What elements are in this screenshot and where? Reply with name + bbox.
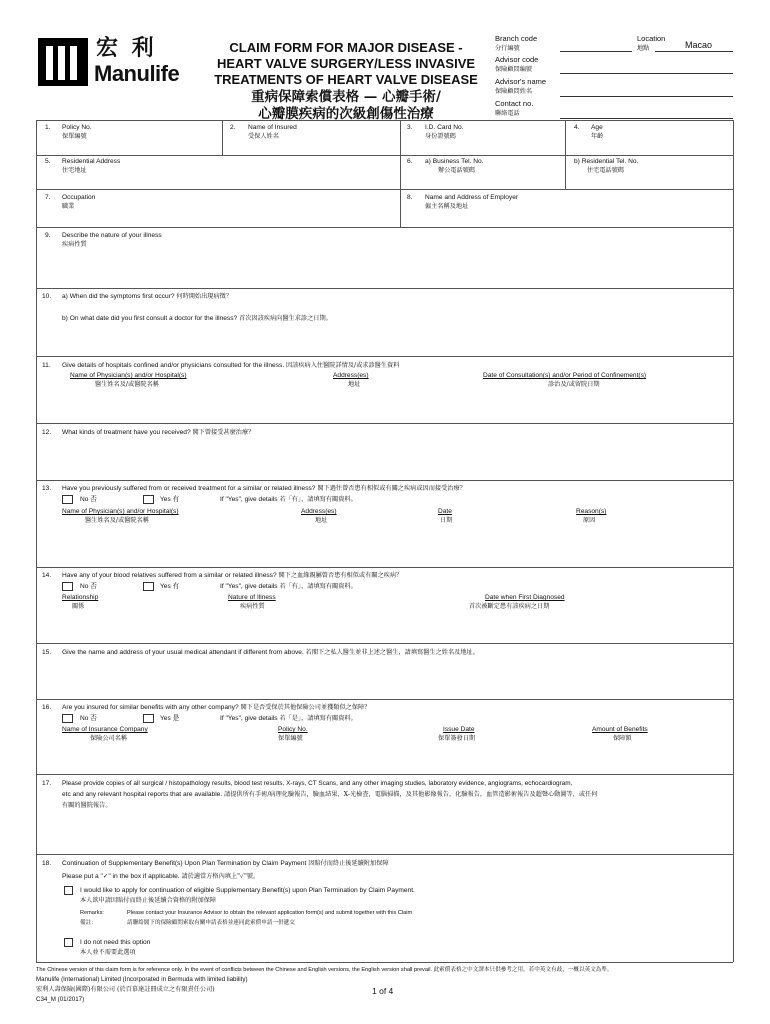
logo-chinese-name: 宏 利 xyxy=(96,35,157,61)
q18-option1-label-cn: 本人欲申請因賠付而終止後延續合資格的附加保障 xyxy=(80,897,217,904)
q10a-text-cn: 何時開始出現病徵？ xyxy=(176,293,233,300)
q17-line2-cn: 請提供所有手術/病理化驗報告，驗血結果，X-光檢查，電腦掃描，及其他影像報告，化驗報告，血管造影術報告及超聲心動圖等，或任何 xyxy=(224,791,598,798)
q11-col-physician-cn: 醫生姓名及/或醫院名稱 xyxy=(95,381,159,388)
q13-text: Have you previously suffered from or received treatment for a similar or related illness? xyxy=(62,485,316,492)
q18-option1-label: I would like to apply for continuation of eligible Supplementary Benefit(s) upon Plan Termination by Claim Payment. xyxy=(80,887,415,894)
q16-number: 16. xyxy=(42,704,52,711)
q14-col-diagnosed-cn: 首次被斷定患有該疾病之日期 xyxy=(469,603,550,610)
q12-text-cn: 閣下曾接受甚麼治療？ xyxy=(192,429,255,436)
q1-number: 1. xyxy=(45,124,51,131)
business-tel-label-cn: 辦公電話號碼 xyxy=(438,167,476,174)
residential-address-label: Residential Address xyxy=(62,158,121,165)
q11-col-date-cn: 診治及/或留院日期 xyxy=(548,381,600,388)
advisor-code-label: Advisor code xyxy=(495,55,539,64)
q13-col-address-cn: 地址 xyxy=(315,517,328,524)
q16-question xyxy=(62,704,370,712)
q13-col-address: Address(es) xyxy=(301,508,337,515)
id-card-label-cn: 身份證號碼 xyxy=(425,133,456,140)
q14-ifyes-label xyxy=(220,583,357,591)
employer-label: Name and Address of Employer xyxy=(425,194,519,201)
occupation-label-cn: 職業 xyxy=(62,203,75,210)
q16-ifyes-text-cn: 若「是」，請填寫有關資料。 xyxy=(279,715,357,722)
q14-col-diagnosed: Date when First Diagnosed xyxy=(485,594,565,601)
q14-question xyxy=(62,572,402,580)
q18-instruction-en: Please put a "✓" in the box if applicable. xyxy=(62,873,180,880)
q11-number: 11. xyxy=(42,362,51,369)
q13-text-cn: 閣下過往曾否患有相似或有關之疾病或因而接受治療？ xyxy=(317,485,466,492)
q18-title-en: Continuation of Supplementary Benefit(s) Upon Plan Termination by Claim Payment xyxy=(62,860,307,867)
q16-col-policy: Policy No. xyxy=(278,726,308,733)
q16-yes-label: Yes 是 xyxy=(160,715,180,722)
q14-yes-label: Yes 有 xyxy=(160,583,180,590)
branch-code-label: Branch code xyxy=(495,34,538,43)
q15-question xyxy=(62,649,479,657)
q18-title xyxy=(62,860,389,868)
form-title-cn-line2: 心瓣膜疾病的次級創傷性治療 xyxy=(258,106,434,122)
q16-text: Are you insured for similar benefits with any other company? xyxy=(62,704,239,711)
q16-col-issue-date-cn: 保單簽發日期 xyxy=(438,735,476,742)
page-number: 1 of 4 xyxy=(372,986,394,996)
q11-col-physician: Name of Physician(s) and/or Hospital(s) xyxy=(70,372,187,379)
q15-number: 15. xyxy=(42,649,52,656)
q3-number: 3. xyxy=(407,124,413,131)
q16-col-company-cn: 保險公司名稱 xyxy=(90,735,128,742)
q12-question xyxy=(62,429,254,437)
q14-no-label: No 否 xyxy=(80,583,97,590)
q18-number: 18. xyxy=(42,860,52,867)
q15-text: Give the name and address of your usual medical attendant if different from above. xyxy=(62,649,304,656)
advisor-name-label: Advisor's name xyxy=(495,77,547,86)
q18-remarks-text: Please contact your Insurance Advisor to obtain the relevant application form(s) and submit together with this Claim xyxy=(127,910,413,916)
footer-disclaimer-en: The Chinese version of this claim form is for reference only. In the event of conflicts between the Chinese and English versions, the English version shall prevail. xyxy=(36,967,433,973)
advisor-code-field[interactable] xyxy=(560,73,733,74)
q16-text-cn: 閣下是否受保於其他保險公司並獲類似之保障？ xyxy=(240,704,371,711)
q18-remarks-label-cn: 備註： xyxy=(80,920,97,926)
q13-col-date-cn: 日期 xyxy=(440,517,453,524)
q9-illness-nature-label: Describe the nature of your illness xyxy=(62,232,162,239)
q16-ifyes-label xyxy=(220,715,357,723)
q16-col-policy-cn: 保單編號 xyxy=(278,735,303,742)
q11-question xyxy=(62,362,399,370)
policy-no-label-cn: 保單編號 xyxy=(62,133,87,140)
q14-col-illness-cn: 疾病性質 xyxy=(240,603,265,610)
q9-number: 9. xyxy=(45,232,51,239)
q16-col-benefits-cn: 保障額 xyxy=(613,735,632,742)
q6-number: 6. xyxy=(407,158,413,165)
manulife-logo-mark xyxy=(38,38,88,86)
q13-col-physician-cn: 醫生姓名及/或醫院名稱 xyxy=(85,517,149,524)
q18-no-need-checkbox[interactable] xyxy=(64,938,73,947)
q5-number: 5. xyxy=(45,158,51,165)
location-label-cn: 地點 xyxy=(637,45,650,52)
branch-code-field[interactable] xyxy=(560,51,632,52)
q13-yes-checkbox[interactable] xyxy=(143,495,154,504)
q10b-text-cn: 首次因該疾病向醫生求診之日期。 xyxy=(239,315,332,322)
q17-line1: Please provide copies of all surgical / histopathology results, blood test results, X-rays, CT Scans, and any other imaging studies, laboratory evidence, angiograms, echocardiogram, xyxy=(62,780,573,787)
contact-no-label: Contact no. xyxy=(495,99,534,108)
q13-ifyes-text-cn: 若「有」，請填寫有關資料。 xyxy=(279,496,357,503)
age-label: Age xyxy=(591,124,603,131)
q10-number: 10. xyxy=(42,293,52,300)
footer-disclaimer-cn: 此索償表格之中文譯本只供參考之用。若中英文有歧，一概以英文為準。 xyxy=(433,967,613,973)
q13-col-reason-cn: 原因 xyxy=(583,517,596,524)
q10b-consult-label xyxy=(62,315,332,323)
location-value: Macao xyxy=(685,40,713,50)
q18-option2-label-cn: 本人並不需要此選項 xyxy=(80,949,136,956)
q11-text-cn: 因該疾病入住醫院詳情及/或求診醫生資料 xyxy=(285,362,400,369)
occupation-label: Occupation xyxy=(62,194,96,201)
q13-yes-label: Yes 有 xyxy=(160,496,180,503)
residential-address-label-cn: 住宅地址 xyxy=(62,167,87,174)
q10b-text: b) On what date did you first consult a doctor for the illness? xyxy=(62,315,238,322)
advisor-name-field[interactable] xyxy=(560,96,733,97)
insured-name-label-cn: 受保人姓名 xyxy=(248,133,279,140)
form-title-en-line3: TREATMENTS OF HEART VALVE DISEASE xyxy=(214,72,478,87)
q14-ifyes-text: If "Yes", give details xyxy=(220,583,278,590)
q14-yes-checkbox[interactable] xyxy=(143,582,154,591)
q17-line2 xyxy=(62,791,597,799)
q8-number: 8. xyxy=(407,194,413,201)
q16-col-benefits: Amount of Benefits xyxy=(592,726,648,733)
q14-col-relationship-cn: 關係 xyxy=(72,603,85,610)
q18-title-cn: 因賠付而終止後延續附加保障 xyxy=(308,860,389,867)
q12-number: 12. xyxy=(42,429,52,436)
contact-no-field[interactable] xyxy=(560,118,733,119)
q9-illness-nature-label-cn: 疾病性質 xyxy=(62,241,87,248)
logo-english-name: Manulife xyxy=(94,61,180,86)
policy-no-label: Policy No. xyxy=(62,124,92,131)
q4-number: 4. xyxy=(574,124,580,131)
q14-ifyes-text-cn: 若「有」，請填寫有關資料。 xyxy=(279,583,357,590)
location-field[interactable] xyxy=(655,51,733,52)
q18-instruction xyxy=(62,873,259,881)
q13-col-physician: Name of Physician(s) and/or Hospital(s) xyxy=(62,508,179,515)
q14-no-checkbox[interactable] xyxy=(62,582,73,591)
q11-col-address: Address(es) xyxy=(333,372,369,379)
employer-label-cn: 僱主名稱及地址 xyxy=(425,203,469,210)
q13-question xyxy=(62,485,466,493)
q16-no-checkbox[interactable] xyxy=(62,714,73,723)
q15-text-cn: 若閣下之私人醫生並非上述之醫生，請填寫醫生之姓名及地址。 xyxy=(305,649,479,656)
q13-no-checkbox[interactable] xyxy=(62,495,73,504)
q16-no-label: No 否 xyxy=(80,715,97,722)
q18-option2-label: I do not need this option xyxy=(80,939,151,946)
q14-text-cn: 閣下之血緣親屬曾否患有相似或有關之疾病？ xyxy=(278,572,403,579)
q14-number: 14. xyxy=(42,572,52,579)
q18-instruction-cn: 請於適當方格內填上"✓"號。 xyxy=(181,873,260,880)
q2-number: 2. xyxy=(230,124,236,131)
q11-text: Give details of hospitals confined and/or physicians consulted for the illness. xyxy=(62,362,285,369)
q13-col-date: Date xyxy=(438,508,452,515)
q14-col-relationship: Relationship xyxy=(62,594,99,601)
form-title-en-line1: CLAIM FORM FOR MAJOR DISEASE - xyxy=(229,40,463,55)
q13-col-reason: Reason(s) xyxy=(576,508,607,515)
q17-line3-cn: 有關的醫院報告。 xyxy=(62,802,112,809)
advisor-name-label-cn: 保險顧問姓名 xyxy=(495,88,533,95)
q13-no-label: No 否 xyxy=(80,496,97,503)
q11-col-date: Date of Consultation(s) and/or Period of Confinement(s) xyxy=(483,372,647,379)
q17-number: 17. xyxy=(42,780,52,787)
q16-col-company: Name of Insurance Company xyxy=(62,726,148,733)
residential-tel-label-cn: 住宅電話號碼 xyxy=(587,167,625,174)
footer-form-code: C34_M (01/2017) xyxy=(36,996,85,1003)
form-title-en-line2: HEART VALVE SURGERY/LESS INVASIVE xyxy=(216,56,476,71)
q17-line2-en: etc and any relevant hospital reports that are available. xyxy=(62,791,223,798)
insured-name-label: Name of Insured xyxy=(248,124,297,131)
residential-tel-label: b) Residential Tel. No. xyxy=(574,158,639,165)
q10a-symptoms-label xyxy=(62,293,232,301)
q10a-text: a) When did the symptoms first occur? xyxy=(62,293,175,300)
q18-continue-checkbox[interactable] xyxy=(64,886,73,895)
footer-company-cn: 宏利人壽保險(國際)有限公司 (於百慕達註冊成立之有限責任公司) xyxy=(36,986,215,993)
q14-text: Have any of your blood relatives suffered from a similar or related illness? xyxy=(62,572,277,579)
q7-number: 7. xyxy=(45,194,51,201)
q18-remarks-text-cn: 請聯絡閣下的保險顧問索取有關申請表格並連同此索償申請一併遞交 xyxy=(127,920,295,926)
branch-code-label-cn: 分行編號 xyxy=(495,45,520,52)
location-label: Location xyxy=(637,34,666,43)
q13-ifyes-text: If "Yes", give details xyxy=(220,496,278,503)
q16-ifyes-text: If "Yes", give details xyxy=(220,715,278,722)
contact-no-label-cn: 聯絡電話 xyxy=(495,110,520,117)
q13-ifyes-label xyxy=(220,496,357,504)
footer-disclaimer xyxy=(36,966,613,974)
form-title-cn-line1: 重病保障索償表格 — 心瓣手術/ xyxy=(251,89,441,105)
id-card-label: I.D. Card No. xyxy=(425,124,464,131)
q12-text: What kinds of treatment have you received? xyxy=(62,429,191,436)
advisor-code-label-cn: 保險顧問編號 xyxy=(495,66,533,73)
age-label-cn: 年齡 xyxy=(591,133,604,140)
q13-number: 13. xyxy=(42,485,52,492)
q16-yes-checkbox[interactable] xyxy=(143,714,154,723)
q14-col-illness: Nature of Illness xyxy=(228,594,276,601)
business-tel-label: a) Business Tel. No. xyxy=(425,158,484,165)
footer-company-en: Manulife (International) Limited (Incorporated in Bermuda with limited liability) xyxy=(36,976,248,983)
q16-col-issue-date: Issue Date xyxy=(443,726,475,733)
q18-remarks-label: Remarks: xyxy=(80,910,104,916)
q11-col-address-cn: 地址 xyxy=(348,381,361,388)
